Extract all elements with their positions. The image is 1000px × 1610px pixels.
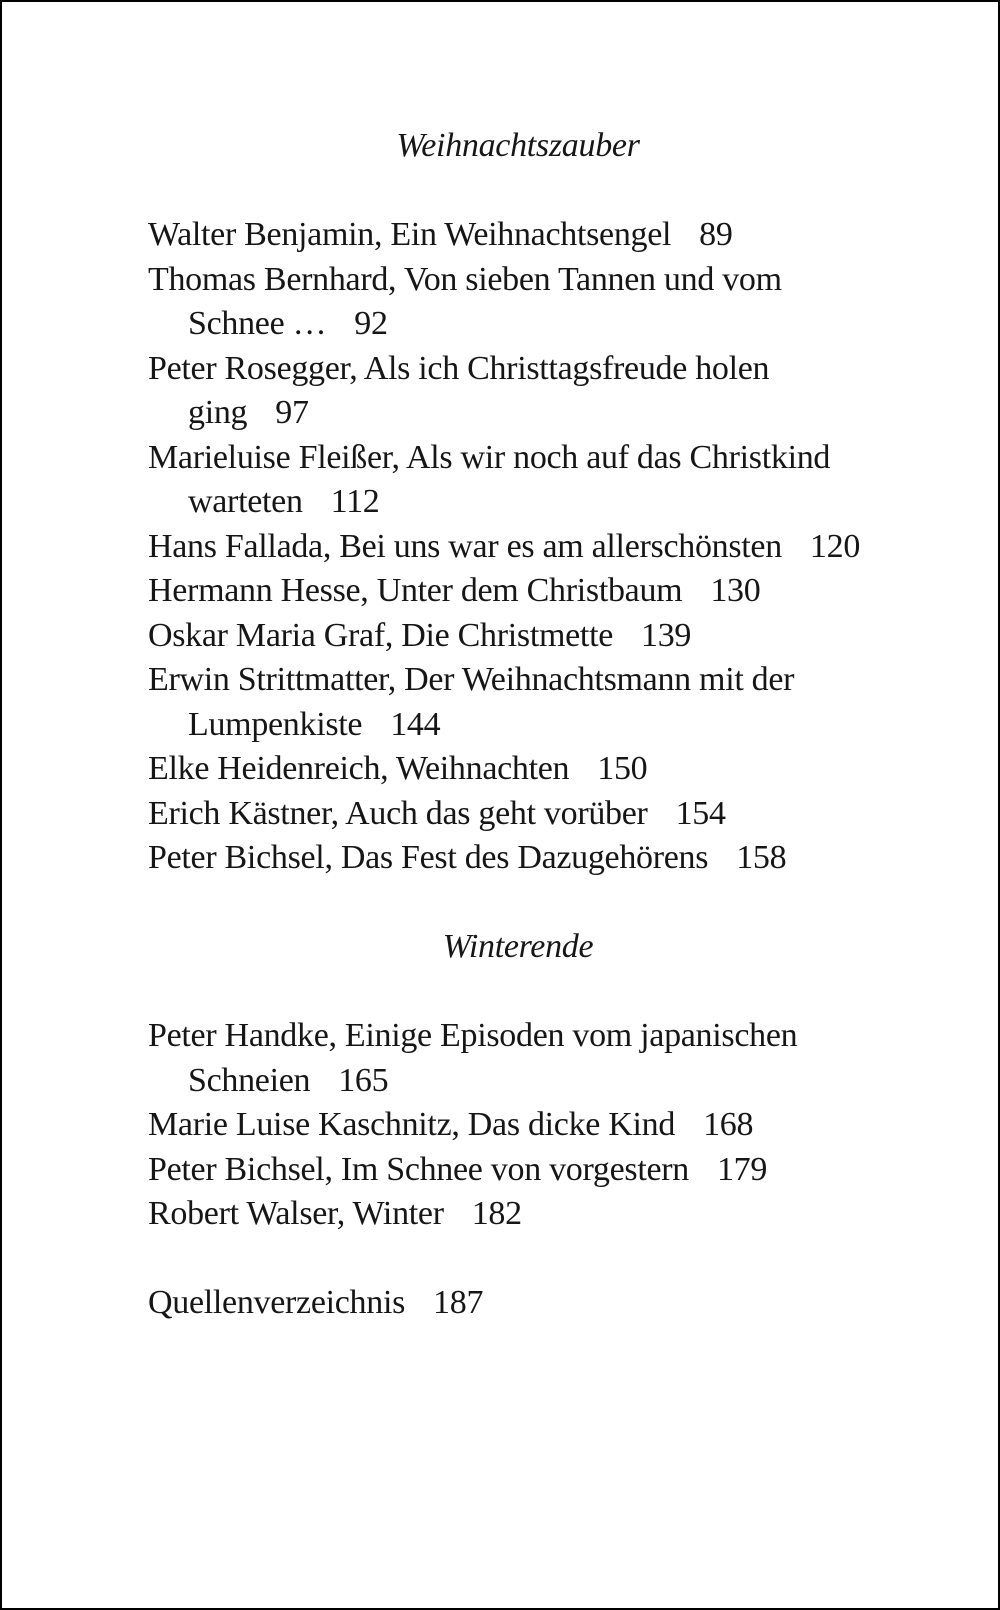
toc-entry-continuation: [148, 1059, 958, 1104]
entry-text: Hermann Hesse, Unter dem Christbaum: [148, 572, 683, 609]
entry-page-number: 89: [699, 216, 733, 253]
toc-body: [148, 124, 958, 1281]
toc-entry: [148, 258, 958, 303]
entry-page-number: 139: [641, 616, 692, 654]
entry-page-number: 112: [330, 483, 380, 520]
entry-page-number: 150: [597, 750, 648, 787]
blank-line: [148, 881, 958, 926]
blank-line: [148, 1237, 958, 1282]
entry-text: Peter Handke, Einige Episoden vom japanischen: [148, 1017, 798, 1054]
entry-text: ging: [188, 394, 248, 431]
toc-entry: [148, 792, 958, 837]
toc-entry: [148, 614, 958, 659]
toc-entry-continuation: [148, 302, 958, 347]
entry-text: Erich Kästner, Auch das geht vorüber: [148, 794, 648, 832]
entry-page-number: 182: [471, 1195, 522, 1232]
toc-entry: [148, 525, 958, 570]
entry-text: Hans Fallada, Bei uns war es am allerschönsten: [148, 527, 782, 565]
entry-text: Schnee …: [188, 305, 327, 342]
entry-page-number: 154: [675, 794, 726, 832]
toc-entry: [148, 836, 958, 881]
blank-line: [148, 169, 958, 214]
toc-entry: [148, 1148, 958, 1193]
entry-page-number: 97: [275, 394, 309, 431]
entry-text: warteten: [188, 483, 303, 520]
entry-text: Quellenverzeichnis: [148, 1284, 406, 1321]
toc-entry-continuation: [148, 703, 958, 748]
toc-entry: [148, 747, 958, 792]
section-heading: Winterende: [442, 928, 594, 965]
toc-entry: [148, 1192, 958, 1237]
entry-text: Elke Heidenreich, Weihnachten: [148, 750, 570, 787]
section-heading: Weihnachtszauber: [396, 127, 640, 164]
entry-page-number: 130: [710, 572, 761, 609]
toc-entry: [148, 436, 958, 481]
entry-text: Robert Walser, Winter: [148, 1195, 444, 1232]
toc-entry: [148, 213, 958, 258]
toc-entry-continuation: [148, 391, 958, 436]
toc-entry: [148, 569, 958, 614]
entry-page-number: 120: [809, 527, 861, 565]
entry-text: Lumpenkiste: [188, 705, 363, 743]
entry-text: Schneien: [188, 1061, 311, 1099]
entry-text: Oskar Maria Graf, Die Christmette: [148, 616, 614, 654]
entry-text: Walter Benjamin, Ein Weihnachtsengel: [148, 216, 672, 253]
entry-text: Erwin Strittmatter, Der Weihnachtsmann mit der: [148, 661, 795, 698]
toc-entry: [148, 1014, 958, 1059]
entry-text: Peter Bichsel, Im Schnee von vorgestern: [148, 1150, 689, 1188]
entry-page-number: 165: [338, 1061, 389, 1099]
blank-line: [148, 970, 958, 1015]
entry-text: Marie Luise Kaschnitz, Das dicke Kind: [148, 1106, 676, 1143]
entry-page-number: 187: [433, 1284, 484, 1321]
entry-text: Marieluise Fleißer, Als wir noch auf das Christkind: [148, 438, 831, 476]
toc-entry: [148, 1103, 958, 1148]
entry-text: Thomas Bernhard, Von sieben Tannen und vom: [148, 260, 782, 298]
toc-footer-entry: [148, 1281, 958, 1326]
entry-page-number: 92: [354, 305, 388, 342]
toc-entry-continuation: [148, 480, 958, 525]
entry-page-number: 179: [716, 1150, 768, 1188]
toc-entry: [148, 658, 958, 703]
toc-entry: [148, 347, 958, 392]
entry-page-number: 168: [703, 1106, 754, 1143]
entry-text: Peter Bichsel, Das Fest des Dazugehörens: [148, 839, 709, 876]
entry-text: Peter Rosegger, Als ich Christtagsfreude holen: [148, 349, 770, 387]
entry-page-number: 158: [736, 839, 787, 876]
entry-page-number: 144: [390, 705, 441, 743]
